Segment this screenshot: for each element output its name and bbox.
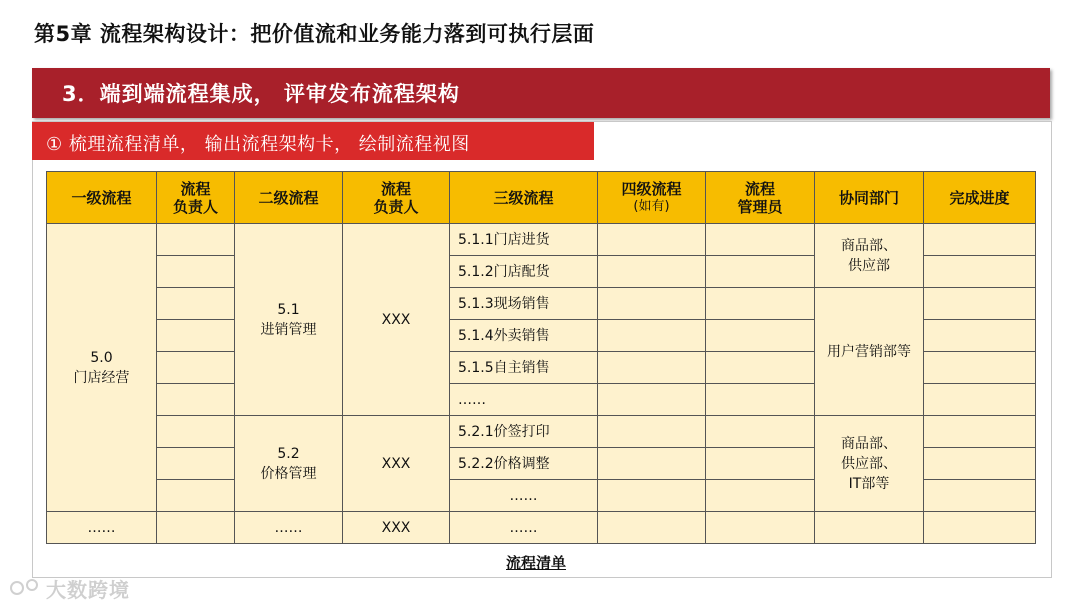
header-level2-label: 二级流程 (258, 188, 319, 207)
level3-cell: 5.2.1价签打印 (450, 416, 598, 448)
header-owner2: 流程 负责人 (343, 172, 450, 224)
progress-cell (924, 448, 1036, 480)
progress-cell (924, 480, 1036, 512)
level2-cell: 5.2 价格管理 (235, 416, 343, 512)
manager-cell (706, 256, 815, 288)
level4-cell (598, 512, 706, 544)
level4-cell (598, 288, 706, 320)
owner1-cell (157, 288, 235, 320)
table-caption: 流程清单 (506, 554, 567, 572)
owner1-cell (157, 480, 235, 512)
header-manager: 流程 管理员 (706, 172, 815, 224)
level3-cell: …… (450, 384, 598, 416)
progress-cell (924, 352, 1036, 384)
owner1-cell (157, 512, 235, 544)
manager-cell (706, 352, 815, 384)
level4-cell (598, 384, 706, 416)
manager-cell (706, 320, 815, 352)
owner1-cell (157, 384, 235, 416)
level4-cell (598, 320, 706, 352)
manager-cell (706, 416, 815, 448)
level1-cell: 5.0 门店经营 (47, 224, 157, 512)
owner2-cell: XXX (343, 416, 450, 512)
owner1-cell (157, 416, 235, 448)
owner2-cell: XXX (343, 512, 450, 544)
progress-cell (924, 224, 1036, 256)
level3-cell: 5.1.1门店进货 (450, 224, 598, 256)
header-owner1: 流程 负责人 (157, 172, 235, 224)
level4-cell (598, 352, 706, 384)
page-title: 第5章 流程架构设计：把价值流和业务能力落到可执行层面 (34, 22, 595, 46)
header-row (47, 172, 1036, 224)
level2-cell: 5.1 进销管理 (235, 224, 343, 416)
dept-cell: 商品部、 供应部 (815, 224, 924, 288)
level3-cell: 5.1.3现场销售 (450, 288, 598, 320)
owner1-cell (157, 224, 235, 256)
header-level3-label: 三级流程 (493, 188, 554, 207)
progress-cell (924, 416, 1036, 448)
level3-cell: …… (450, 480, 598, 512)
table-row (47, 288, 1036, 320)
table-row (47, 224, 1036, 256)
level4-cell (598, 448, 706, 480)
sub-banner-label: ① 梳理流程清单， 输出流程架构卡， 绘制流程视图 (46, 134, 470, 155)
level1-cell: …… (47, 512, 157, 544)
level3-cell: 5.1.5自主销售 (450, 352, 598, 384)
level2-cell: …… (235, 512, 343, 544)
manager-cell (706, 384, 815, 416)
owner2-cell: XXX (343, 224, 450, 416)
header-level3 (450, 172, 598, 224)
owner1-cell (157, 352, 235, 384)
dept-cell: 商品部、 供应部、 IT部等 (815, 416, 924, 512)
sub-banner (32, 122, 594, 160)
level3-cell: 5.2.2价格调整 (450, 448, 598, 480)
header-level4-note: (如有) (633, 198, 670, 214)
header-progress-label: 完成进度 (949, 188, 1010, 207)
watermark-text: 大数跨境 (46, 578, 130, 602)
process-list-table (46, 171, 1036, 544)
table-row (47, 416, 1036, 448)
owner1-cell (157, 256, 235, 288)
dept-cell: 用户营销部等 (815, 288, 924, 416)
level4-cell (598, 224, 706, 256)
owner1-cell (157, 448, 235, 480)
progress-cell (924, 384, 1036, 416)
level3-cell: …… (450, 512, 598, 544)
header-level1-label: 一级流程 (71, 188, 132, 207)
progress-cell (924, 256, 1036, 288)
progress-cell (924, 320, 1036, 352)
header-progress (924, 172, 1036, 224)
progress-cell (924, 288, 1036, 320)
owner1-cell (157, 320, 235, 352)
header-dept (815, 172, 924, 224)
table-row (47, 512, 1036, 544)
level3-cell: 5.1.4外卖销售 (450, 320, 598, 352)
header-level1 (47, 172, 157, 224)
level3-cell: 5.1.2门店配货 (450, 256, 598, 288)
manager-cell (706, 512, 815, 544)
manager-cell (706, 224, 815, 256)
manager-cell (706, 448, 815, 480)
manager-cell (706, 288, 815, 320)
section-banner (32, 68, 1050, 118)
progress-cell (924, 512, 1036, 544)
level4-cell (598, 416, 706, 448)
manager-cell (706, 480, 815, 512)
level4-cell (598, 256, 706, 288)
header-level4-label: 四级流程 (621, 179, 682, 198)
level4-cell (598, 480, 706, 512)
header-dept-label: 协同部门 (838, 188, 899, 207)
watermark-logo-icon (8, 576, 48, 600)
header-level2 (235, 172, 343, 224)
dept-cell (815, 512, 924, 544)
section-banner-label: 3．端到端流程集成， 评审发布流程架构 (62, 82, 460, 106)
header-level4 (598, 172, 706, 224)
